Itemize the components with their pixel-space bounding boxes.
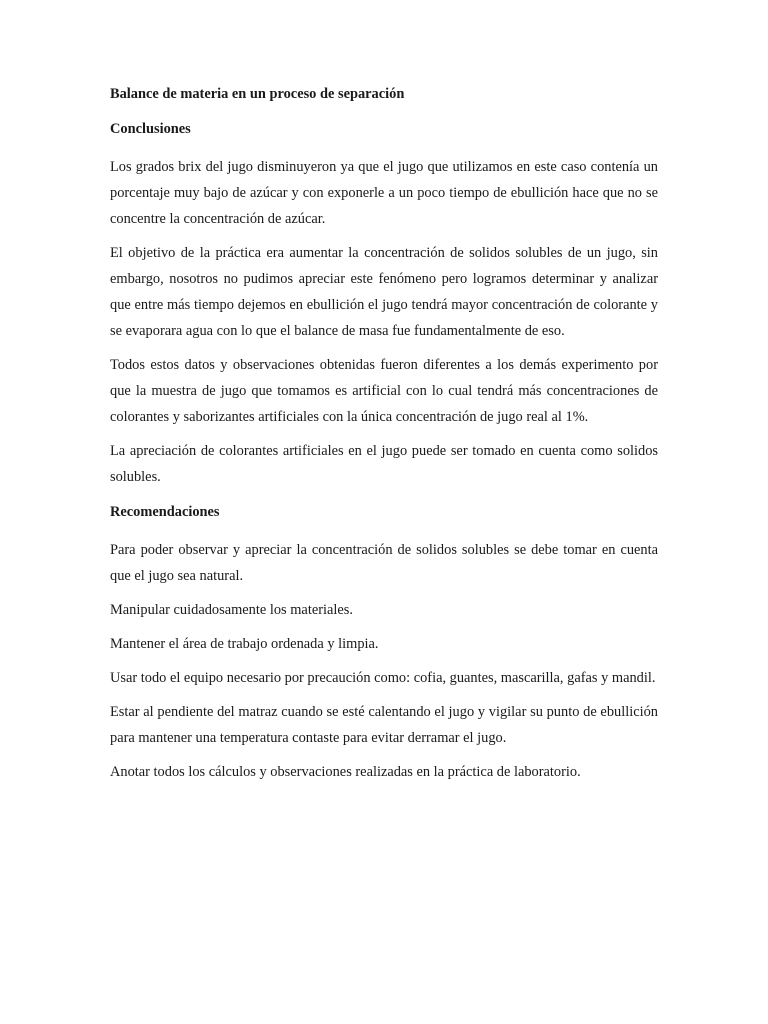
conclusion-paragraph-2: El objetivo de la práctica era aumentar la concentración de solidos solubles de un jugo, sin embargo, nosotros no pudimos apreciar este fenómeno pero logramos determinar y analizar que entre más tiempo dejemos en ebullición el jugo tendrá mayor concentración de colorante y se evaporara agua con lo que el balance de masa fue fundamentalmente de eso. [110,245,658,339]
recommendation-paragraph-4: Usar todo el equipo necesario por precaución como: cofia, guantes, mascarilla, gafas y mandil. [110,670,656,686]
document-body [110,84,658,793]
conclusion-paragraph-4: La apreciación de colorantes artificiales en el jugo puede ser tomado en cuenta como solidos solubles. [110,443,658,485]
recommendation-paragraph-3: Mantener el área de trabajo ordenada y limpia. [110,636,379,652]
recommendation-paragraph-5: Estar al pendiente del matraz cuando se esté calentando el jugo y vigilar su punto de ebullición para mantener una temperatura contaste para evitar derramar el jugo. [110,704,658,746]
recommendation-paragraph-2: Manipular cuidadosamente los materiales. [110,602,353,618]
recommendations-heading: Recomendaciones [110,504,220,520]
recommendation-paragraph-6: Anotar todos los cálculos y observaciones realizadas en la práctica de laboratorio. [110,764,581,780]
conclusion-paragraph-1: Los grados brix del jugo disminuyeron ya que el jugo que utilizamos en este caso contenía un porcentaje muy bajo de azúcar y con exponerle a un poco tiempo de ebullición hace que no se concentre la concentración de azúcar. [110,159,658,227]
document-title: Balance de materia en un proceso de separación [110,86,405,102]
recommendation-paragraph-1: Para poder observar y apreciar la concentración de solidos solubles se debe tomar en cuenta que el jugo sea natural. [110,542,658,584]
conclusions-heading: Conclusiones [110,121,191,137]
conclusion-paragraph-3: Todos estos datos y observaciones obtenidas fueron diferentes a los demás experimento por que la muestra de jugo que tomamos es artificial con lo cual tendrá más concentraciones de colorantes y saborizantes artificiales con la única concentración de jugo real al 1%. [110,357,658,425]
